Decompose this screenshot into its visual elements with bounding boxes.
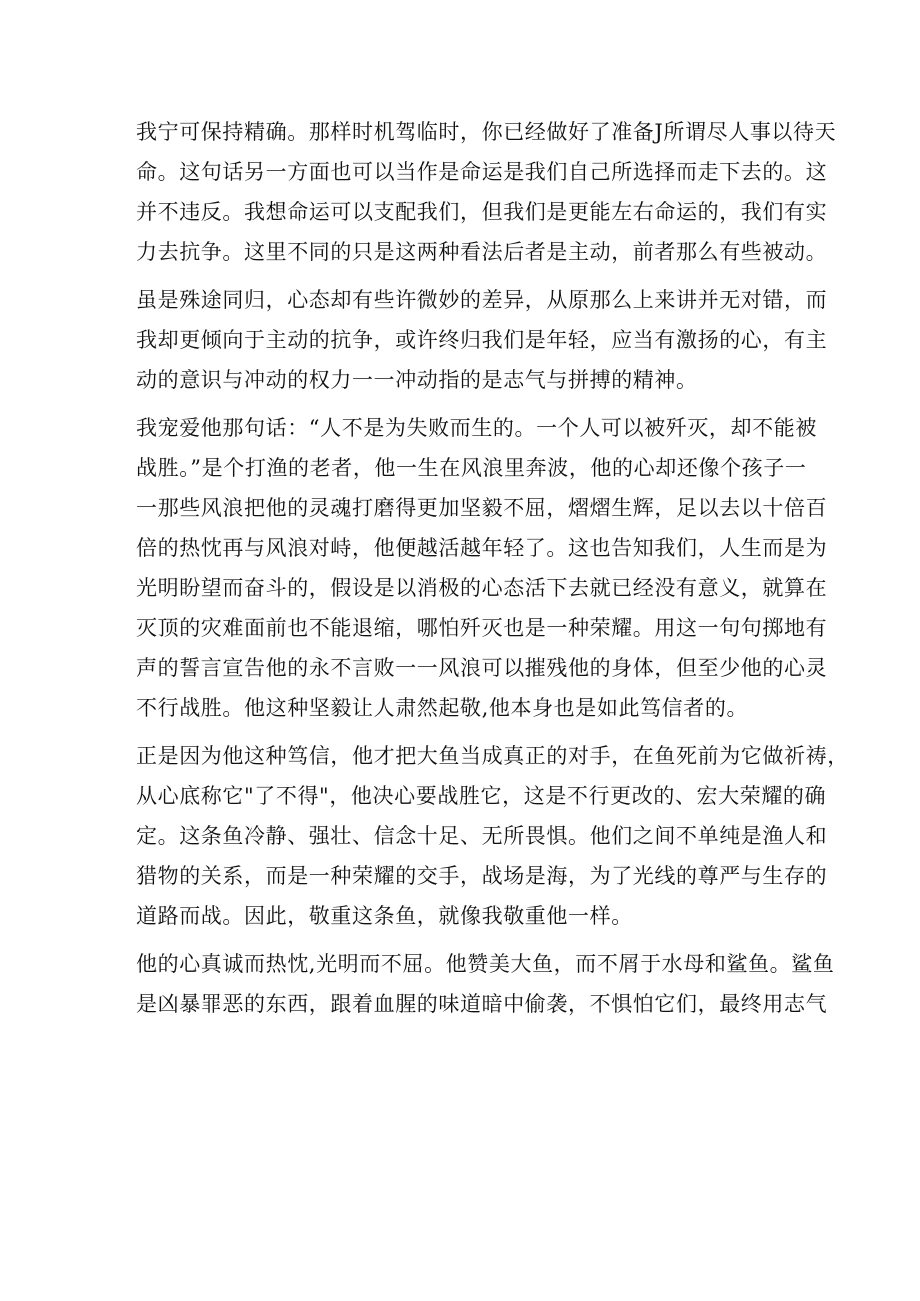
text-line: 是凶暴罪恶的东西，跟着血腥的味道暗中偷袭，不惧怕它们，最终用志气 [136, 992, 828, 1016]
text-line: 并不违反。我想命运可以支配我们，但我们是更能左右命运的，我们有实 [136, 200, 828, 224]
text-line: 灭顶的灾难面前也不能退缩，哪怕歼灭也是一种荣耀。用这一句句掷地有 [136, 616, 828, 640]
text-line: 正是因为他这种笃信，他才把大鱼当成真正的对手，在鱼死前为它做祈祷， [136, 744, 849, 768]
text-line: 我宁可保持精确。那样时机驾临时，你已经做好了准备J所谓尽人事以待天 [136, 120, 837, 144]
text-line: 不行战胜。他这种坚毅让人肃然起敬,他本身也是如此笃信者的。 [136, 696, 749, 720]
text-line: 我宠爱他那句话：“人不是为失败而生的。一个人可以被歼灭，却不能被 [136, 416, 817, 440]
text-line: 倍的热忱再与风浪对峙，他便越活越年轻了。这也告知我们，人生而是为 [136, 536, 828, 560]
text-line: 战胜。”是个打渔的老者，他一生在风浪里奔波，他的心却还像个孩子一 [136, 456, 807, 480]
text-line: 定。这条鱼冷静、强壮、信念十足、无所畏惧。他们之间不单纯是渔人和 [136, 824, 828, 848]
text-line: 猎物的关系，而是一种荣耀的交手，战场是海，为了光线的尊严与生存的 [136, 864, 828, 888]
text-line: 声的誓言宣告他的永不言败一一风浪可以摧残他的身体，但至少他的心灵 [136, 656, 828, 680]
paragraph-2 [136, 280, 828, 400]
text-line: 动的意识与冲动的权力一一冲动指的是志气与拼搏的精神。 [136, 368, 698, 392]
paragraph-5 [136, 944, 835, 1024]
text-line: 命。这句话另一方面也可以当作是命运是我们自己所选择而走下去的。这 [136, 160, 828, 184]
text-line: 我却更倾向于主动的抗争，或许终归我们是年轻，应当有激扬的心，有主 [136, 328, 828, 352]
text-line: 从心底称它"了不得"，他决心要战胜它，这是不行更改的、宏大荣耀的确 [136, 784, 827, 808]
paragraph-4 [136, 736, 849, 936]
text-line: 他的心真诚而热忱,光明而不屈。他赞美大鱼，而不屑于水母和鲨鱼。鲨鱼 [136, 952, 835, 976]
text-line: 虽是殊途同归，心态却有些许微妙的差异，从原那么上来讲并无对错，而 [136, 288, 828, 312]
paragraph-3 [136, 408, 828, 728]
text-line: 力去抗争。这里不同的只是这两种看法后者是主动，前者那么有些被动。 [136, 240, 828, 264]
text-line: 光明盼望而奋斗的，假设是以消极的心态活下去就已经没有意义，就算在 [136, 576, 828, 600]
text-line: 一那些风浪把他的灵魂打磨得更加坚毅不屈，熠熠生辉，足以去以十倍百 [136, 496, 828, 520]
paragraph-1 [136, 112, 837, 272]
document-body [136, 112, 849, 1032]
text-line: 道路而战。因此，敬重这条鱼，就像我敬重他一样。 [136, 904, 633, 928]
